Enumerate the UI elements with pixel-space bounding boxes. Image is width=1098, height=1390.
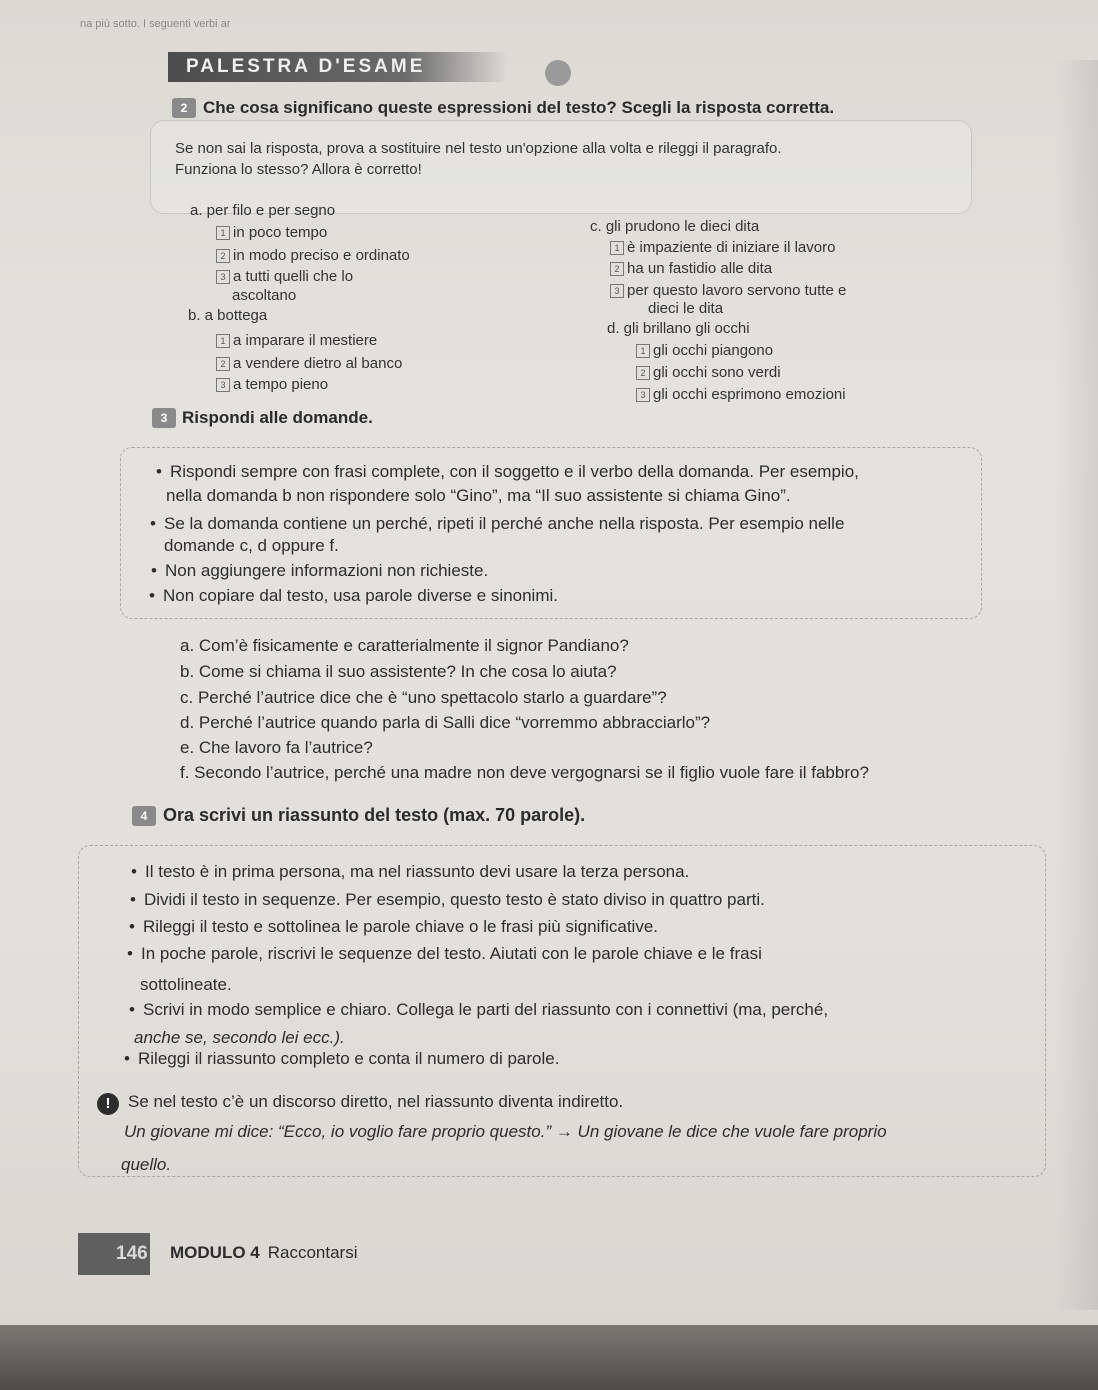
- option-a3[interactable]: 3 a tutti quelli che lo: [216, 268, 353, 285]
- question-b: b. Come si chiama il suo assistente? In che cosa lo aiuta?: [180, 662, 617, 681]
- tip-line-1: Se non sai la risposta, prova a sostituire nel testo un'opzione alla volta e rileggi il paragrafo.: [175, 140, 782, 157]
- page-bottom-shadow: [0, 1325, 1098, 1390]
- question-c: c. Perché l’autrice dice che è “uno spettacolo starlo a guardare”?: [180, 688, 667, 707]
- checkbox-3-icon: 3: [636, 388, 650, 402]
- option-a1[interactable]: 1 in poco tempo: [216, 224, 327, 241]
- option-d2[interactable]: 2 gli occhi sono verdi: [636, 364, 781, 381]
- summary-bullet: • Rileggi il riassunto completo e conta il numero di parole.: [138, 1049, 559, 1069]
- group-b-head: b. a bottega: [188, 307, 268, 324]
- checkbox-1-icon: 1: [610, 241, 624, 255]
- question-f: f. Secondo l’autrice, perché una madre non deve vergognarsi se il figlio vuole fare il fabbro?: [180, 763, 869, 782]
- cut-off-top-text: na più sotto. I seguenti verbi ar: [80, 18, 231, 30]
- option-b3[interactable]: 3 a tempo pieno: [216, 376, 328, 393]
- warning-icon: !: [97, 1093, 119, 1115]
- warning-text: Se nel testo c’è un discorso diretto, nel riassunto diventa indiretto.: [128, 1092, 624, 1111]
- question-e: e. Che lavoro fa l’autrice?: [180, 738, 373, 757]
- exercise-4-badge: 4: [132, 806, 156, 826]
- option-c2[interactable]: 2 ha un fastidio alle dita: [610, 260, 772, 277]
- summary-continuation: anche se, secondo lei ecc.).: [134, 1028, 345, 1047]
- tip-bullet: • Rispondi sempre con frasi complete, con il soggetto e il verbo della domanda. Per esempio,: [170, 462, 859, 482]
- exercise-4-title: Ora scrivi un riassunto del testo (max. 70 parole).: [163, 805, 586, 825]
- summary-bullet: • Rileggi il testo e sottolinea le parole chiave o le frasi più significative.: [143, 917, 658, 937]
- section-icon: [545, 60, 571, 86]
- option-b1[interactable]: 1 a imparare il mestiere: [216, 332, 377, 349]
- checkbox-2-icon: 2: [216, 249, 230, 263]
- checkbox-1-icon: 1: [216, 226, 230, 240]
- checkbox-3-icon: 3: [610, 284, 624, 298]
- exercise-3-badge: 3: [152, 408, 176, 428]
- option-c1[interactable]: 1 è impaziente di iniziare il lavoro: [610, 239, 835, 256]
- option-a3-cont: ascoltano: [232, 287, 297, 304]
- tip-continuation: nella domanda b non rispondere solo “Gino”, ma “Il suo assistente si chiama Gino”.: [166, 486, 791, 505]
- section-banner: PALESTRA D'ESAME: [168, 52, 508, 82]
- group-c-head: c. gli prudono le dieci dita: [590, 218, 760, 235]
- checkbox-2-icon: 2: [610, 262, 624, 276]
- group-d-head: d. gli brillano gli occhi: [607, 320, 750, 337]
- checkbox-3-icon: 3: [216, 378, 230, 392]
- checkbox-2-icon: 2: [216, 357, 230, 371]
- tip-bullet: • Non copiare dal testo, usa parole diverse e sinonimi.: [163, 586, 558, 606]
- tip-line-2: Funziona lo stesso? Allora è corretto!: [175, 161, 422, 178]
- summary-continuation: sottolineate.: [140, 975, 232, 994]
- option-a2[interactable]: 2 in modo preciso e ordinato: [216, 247, 410, 264]
- page-margin-shade: [1055, 60, 1098, 1310]
- checkbox-1-icon: 1: [216, 334, 230, 348]
- group-a-head: a. per filo e per segno: [190, 202, 336, 219]
- summary-bullet: • Dividi il testo in sequenze. Per esempio, questo testo è stato diviso in quattro parti.: [144, 890, 765, 910]
- checkbox-3-icon: 3: [216, 270, 230, 284]
- tip-continuation: domande c, d oppure f.: [164, 536, 339, 555]
- exercise-2-badge: 2: [172, 98, 196, 118]
- checkbox-2-icon: 2: [636, 366, 650, 380]
- tip-bullet: • Se la domanda contiene un perché, ripeti il perché anche nella risposta. Per esempio nelle: [164, 514, 844, 534]
- summary-bullet: • In poche parole, riscrivi le sequenze del testo. Aiutati con le parole chiave e le frasi: [141, 944, 762, 964]
- option-d1[interactable]: 1 gli occhi piangono: [636, 342, 773, 359]
- page-number: 146: [78, 1233, 150, 1275]
- question-a: a. Com’è fisicamente e caratterialmente il signor Pandiano?: [180, 636, 629, 655]
- summary-bullet: • Il testo è in prima persona, ma nel riassunto devi usare la terza persona.: [145, 862, 689, 882]
- example-text: Un giovane mi dice: “Ecco, io voglio fare proprio questo.” → Un giovane le dice che vuole fare proprio: [124, 1122, 887, 1141]
- example-text-cont: quello.: [121, 1155, 172, 1174]
- exercise-2-title: Che cosa significano queste espressioni del testo? Scegli la risposta corretta.: [203, 98, 835, 117]
- option-c3[interactable]: 3 per questo lavoro servono tutte e: [610, 282, 846, 299]
- tip-bullet: • Non aggiungere informazioni non richieste.: [165, 561, 488, 581]
- checkbox-1-icon: 1: [636, 344, 650, 358]
- question-d: d. Perché l’autrice quando parla di Salli dice “vorremmo abbracciarlo”?: [180, 713, 711, 732]
- option-c3-cont: dieci le dita: [648, 300, 724, 317]
- footer-module: MODULO 4 Raccontarsi: [170, 1243, 358, 1262]
- option-b2[interactable]: 2 a vendere dietro al banco: [216, 355, 402, 372]
- option-d3[interactable]: 3 gli occhi esprimono emozioni: [636, 386, 846, 403]
- summary-bullet: • Scrivi in modo semplice e chiaro. Collega le parti del riassunto con i connettivi (ma, perché,: [143, 1000, 828, 1020]
- exercise-3-title: Rispondi alle domande.: [182, 408, 373, 427]
